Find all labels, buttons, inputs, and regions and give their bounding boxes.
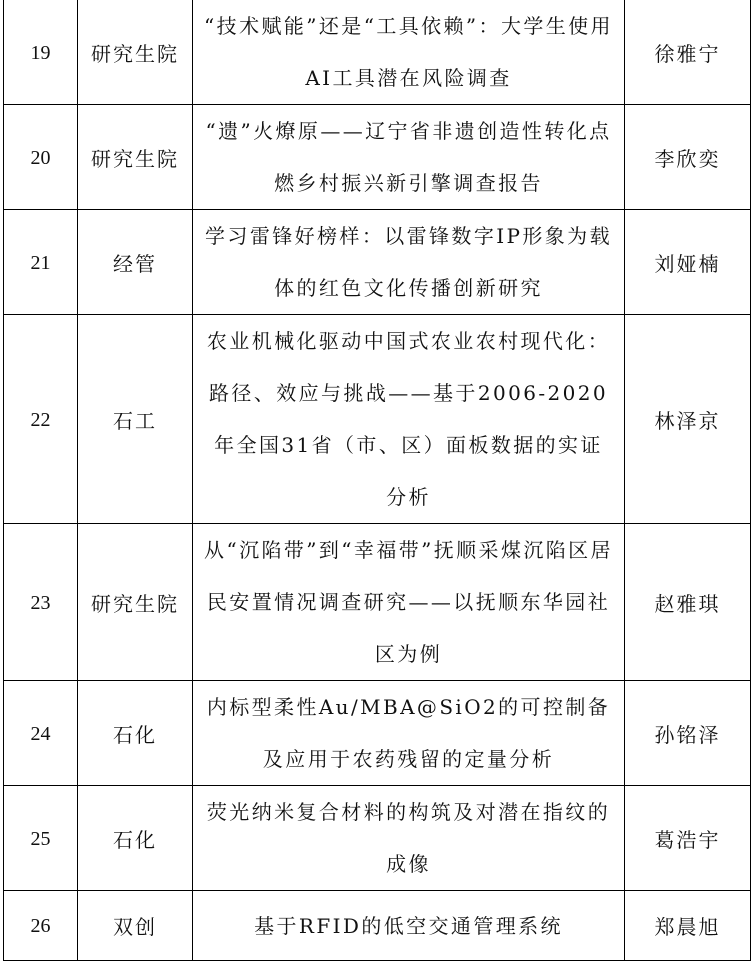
project-title: 基于RFID的低空交通管理系统 — [254, 913, 563, 938]
project-title: 内标型柔性Au/MBA@SiO2的可控制备及应用于农药残留的定量分析 — [206, 695, 611, 771]
project-title: “遗”火燎原——辽宁省非遗创造性转化点燃乡村振兴新引擎调查报告 — [205, 119, 612, 195]
row-number-text: 23 — [30, 591, 51, 614]
row-number-text: 22 — [30, 408, 51, 431]
table-row — [4, 210, 751, 315]
row-number — [4, 105, 78, 210]
row-number — [4, 891, 78, 961]
project-title-cell — [193, 786, 625, 891]
college-cell: 石化 — [78, 681, 193, 786]
college-cell: 石工 — [78, 315, 193, 524]
college-cell: 经管 — [78, 210, 193, 315]
project-title: 学习雷锋好榜样：以雷锋数字IP形象为载体的红色文化传播创新研究 — [205, 224, 612, 300]
table-row — [4, 786, 751, 891]
project-title-cell — [193, 524, 625, 681]
row-number-text: 21 — [30, 251, 51, 274]
row-number — [4, 315, 78, 524]
college-cell: 研究生院 — [78, 105, 193, 210]
project-title: “技术赋能”还是“工具依赖”：大学生使用AI工具潜在风险调查 — [204, 14, 613, 90]
table-row — [4, 891, 751, 961]
leader-cell: 赵雅琪 — [625, 524, 751, 681]
row-number — [4, 524, 78, 681]
table-row — [4, 524, 751, 681]
project-title: 从“沉陷带”到“幸福带”抚顺采煤沉陷区居民安置情况调查研究——以抚顺东华园社区为例 — [204, 538, 613, 666]
project-title-cell — [193, 315, 625, 524]
row-number-text: 20 — [30, 146, 51, 169]
table-row — [4, 681, 751, 786]
table-row — [4, 0, 751, 105]
table-row — [4, 105, 751, 210]
row-number — [4, 786, 78, 891]
row-number — [4, 0, 78, 105]
project-title-cell — [193, 681, 625, 786]
project-table — [3, 0, 751, 961]
college-cell: 研究生院 — [78, 524, 193, 681]
table-row — [4, 315, 751, 524]
project-title-cell — [193, 210, 625, 315]
leader-cell: 徐雅宁 — [625, 0, 751, 105]
row-number-text: 19 — [30, 41, 51, 64]
project-title-cell — [193, 891, 625, 961]
leader-cell: 孙铭泽 — [625, 681, 751, 786]
leader-cell: 林泽京 — [625, 315, 751, 524]
row-number — [4, 681, 78, 786]
college-cell: 双创 — [78, 891, 193, 961]
project-title-cell — [193, 105, 625, 210]
row-number-text: 24 — [30, 722, 51, 745]
college-cell: 研究生院 — [78, 0, 193, 105]
leader-cell: 李欣奕 — [625, 105, 751, 210]
project-title: 农业机械化驱动中国式农业农村现代化：路径、效应与挑战——基于2006-2020年全国31省（市、区）面板数据的实证分析 — [206, 329, 611, 509]
row-number — [4, 210, 78, 315]
project-title-cell — [193, 0, 625, 105]
leader-cell: 葛浩宇 — [625, 786, 751, 891]
project-title: 荧光纳米复合材料的构筑及对潜在指纹的成像 — [206, 800, 611, 876]
row-number-text: 26 — [30, 915, 51, 937]
college-cell: 石化 — [78, 786, 193, 891]
row-number-text: 25 — [30, 827, 51, 850]
leader-cell: 刘娅楠 — [625, 210, 751, 315]
leader-cell: 郑晨旭 — [625, 891, 751, 961]
